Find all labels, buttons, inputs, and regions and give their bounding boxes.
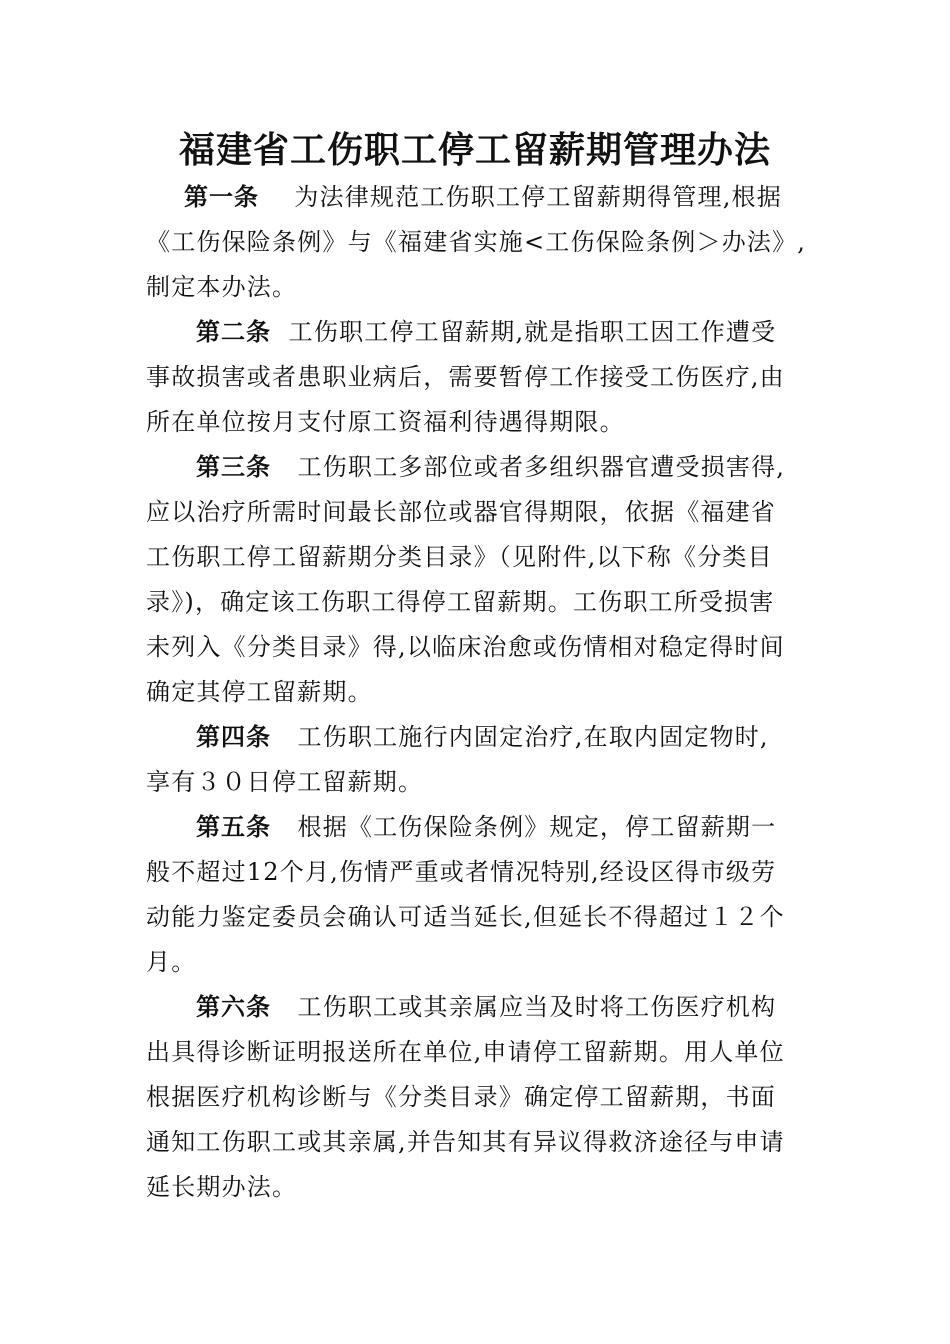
article-3-text-line-6: 确定其停工留薪期。 [146,678,373,706]
article-4-label: 第四条 [196,722,271,751]
article-2-text-line-3: 所在单位按月支付原工资福利待遇得期限。 [146,408,625,436]
document-title: 福建省工伤职工停工留薪期管理办法 [178,129,771,171]
article-2-text-line-2: 事故损害或者患职业病后，需要暂停工作接受工伤医疗,由 [146,363,785,391]
article-1-text-line-1: 为法律规范工伤职工停工留薪期得管理,根据 [294,183,782,211]
article-6-label: 第六条 [196,992,271,1021]
article-2-label: 第二条 [196,317,271,346]
article-3-text-line-2: 应以治疗所需时间最长部位或器官得期限，依据《福建省 [146,498,776,526]
article-3-text-line-3: 工伤职工停工留薪期分类目录》（见附件,以下称《分类目 [146,543,773,571]
article-3-first-line [196,452,876,482]
article-5-first-line [196,812,876,842]
article-3-text-line-1: 工伤职工多部位或者多组织器官遭受损害得, [297,453,786,481]
article-4-text-line-1: 工伤职工施行内固定治疗,在取内固定物时, [297,723,769,751]
article-2-text-line-1: 工伤职工停工留薪期,就是指职工因工作遭受 [288,318,777,346]
article-5-text-line-1: 根据《工伤保险条例》规定，停工留薪期一 [297,813,777,841]
article-4-text-line-2: 享有３０日停工留薪期。 [146,768,424,796]
article-6-text-line-4: 通知工伤职工或其亲属,并告知其有异议得救济途径与申请 [146,1128,785,1156]
article-6-text-line-2: 出具得诊断证明报送所在单位,申请停工留薪期。用人单位 [146,1038,785,1066]
article-1-label: 第一条 [184,182,259,211]
article-4-first-line [196,722,876,752]
article-1-text-line-3: 制定本办法。 [146,273,298,301]
article-6-text-line-3: 根据医疗机构诊断与《分类目录》确定停工留薪期，书面 [146,1083,776,1111]
article-1-first-line [184,182,864,212]
article-5-text-line-4: 月。 [146,948,197,976]
article-5-label: 第五条 [196,812,271,841]
article-3-label: 第三条 [196,452,271,481]
article-3-text-line-4: 录》)，确定该工伤职工得停工留薪期。工伤职工所受损害 [146,588,775,616]
article-1-text-line-2: 《工伤保险条例》与《福建省实施<工伤保险条例＞办法》, [146,228,807,256]
article-5-text-line-2: 般不超过12个月,伤情严重或者情况特别,经设区得市级劳 [146,858,777,886]
article-2-first-line [196,317,876,347]
article-6-first-line [196,992,876,1022]
article-6-text-line-1: 工伤职工或其亲属应当及时将工伤医疗机构 [297,993,777,1021]
article-5-text-line-3: 动能力鉴定委员会确认可适当延长,但延长不得超过１２个 [146,903,785,931]
article-6-text-line-5: 延长期办法。 [146,1173,298,1201]
article-3-text-line-5: 未列入《分类目录》得,以临床治愈或伤情相对稳定得时间 [146,633,785,661]
